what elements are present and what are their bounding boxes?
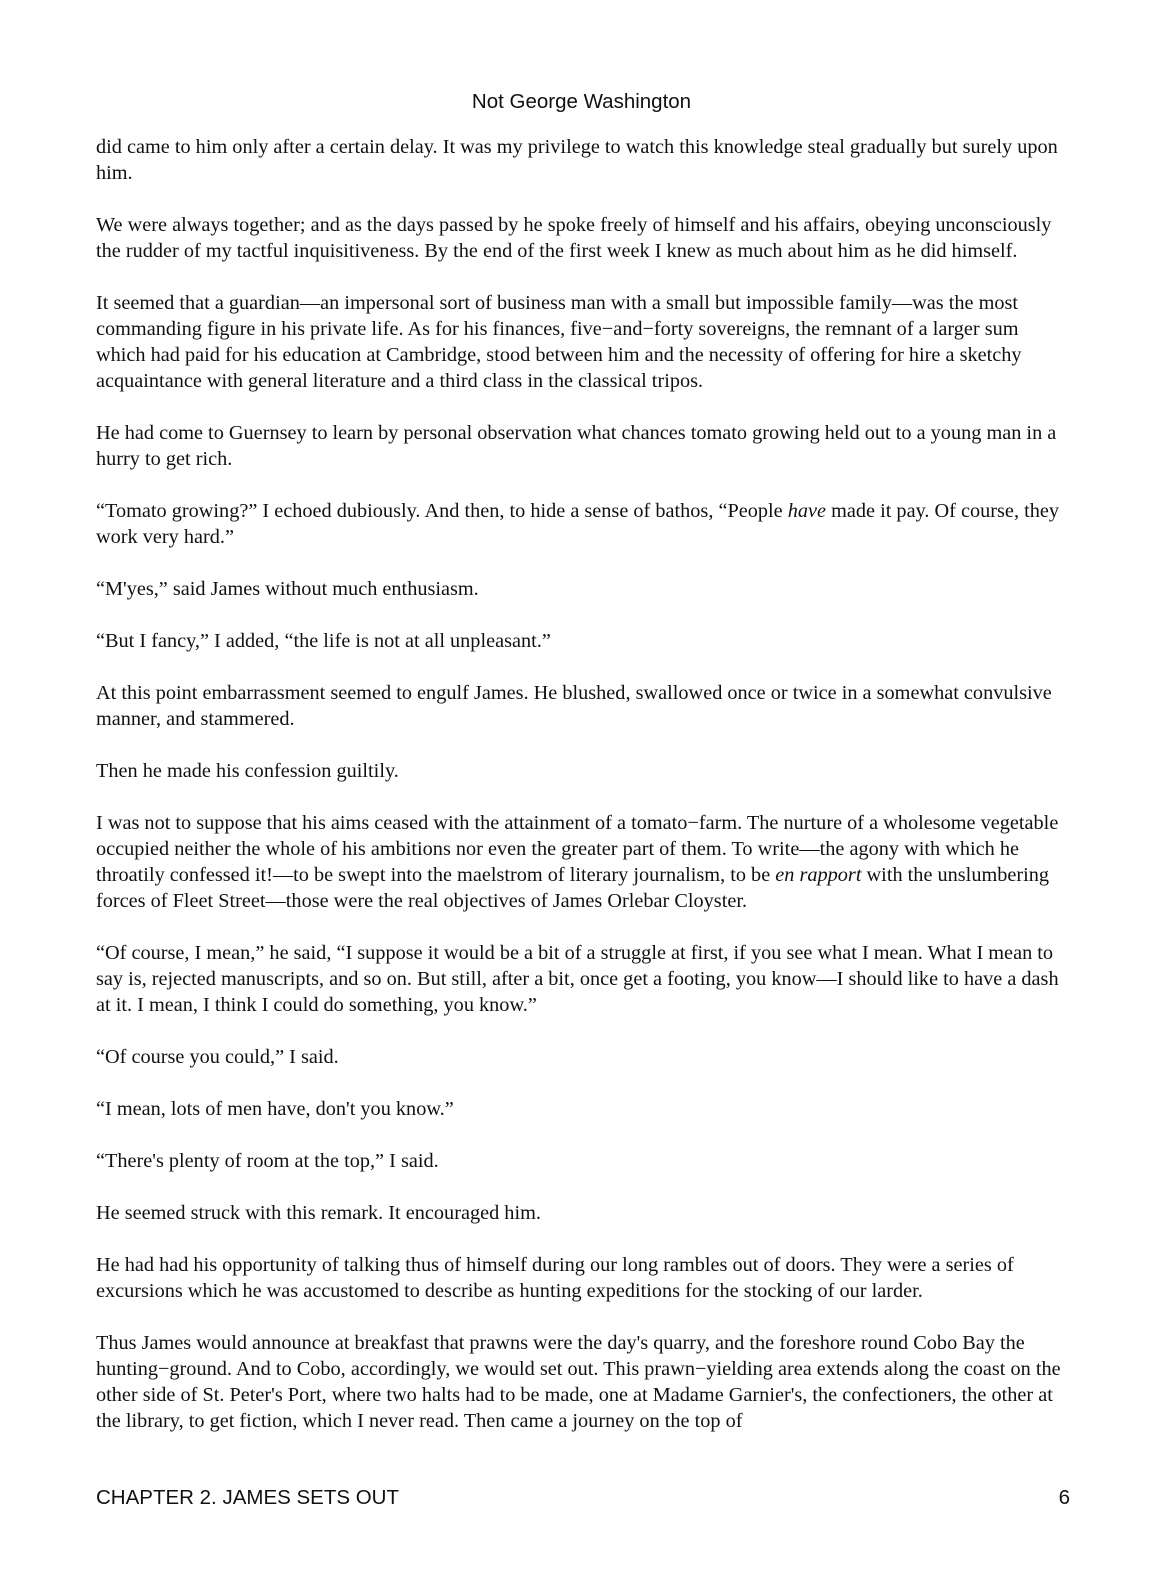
paragraph: At this point embarrassment seemed to engulf James. He blushed, swallowed once or twice in a somewhat convulsive manner, and stammered. [96,682,1052,730]
paragraph: He had come to Guernsey to learn by personal observation what chances tomato growing held out to a young man in a hurry to get rich. [96,422,1057,470]
page-number: 6 [1058,1486,1070,1509]
text-run: made it pay. Of course, they work very hard.” [96,500,1059,548]
paragraph: He seemed struck with this remark. It encouraged him. [96,1202,541,1224]
paragraph: “But I fancy,” I added, “the life is not at all unpleasant.” [96,630,551,652]
italic-text: en rapport [775,864,862,886]
paragraph: did came to him only after a certain delay. It was my privilege to watch this knowledge steal gradually but surely upon him. [96,136,1058,184]
italic-text: have [787,500,827,522]
paragraph: “I mean, lots of men have, don't you know.” [96,1098,454,1120]
page-footer [96,1486,1070,1510]
paragraph: “Of course you could,” I said. [96,1046,339,1068]
paragraph: “M'yes,” said James without much enthusiasm. [96,578,479,600]
paragraph: It seemed that a guardian—an impersonal sort of business man with a small but impossible family—was the most commanding figure in his private life. As for his finances, five−and−forty sovereigns, the remnant of a larger sum which had paid for his education at Cambridge, stood between him and the necessity of offering for hire a sketchy acquaintance with general literature and a third class in the classical tripos. [96,292,1022,392]
text-run: “Tomato growing?” I echoed dubiously. And then, to hide a sense of bathos, “People [96,500,788,522]
paragraph: Then he made his confession guiltily. [96,760,399,782]
text-run: I was not to suppose that his aims ceased with the attainment of a tomato−farm. The nurture of a wholesome vegetable occupied neither the whole of his ambitions nor even the greater part of them. To write—the agony with which he throatily confessed it!—to be swept into the maelstrom of literary journalism, to be [96,812,1059,886]
paragraph [96,498,1070,550]
text-run: with the unslumbering forces of Fleet Street—those were the real objectives of James Orlebar Cloyster. [96,864,1050,912]
paragraph: “There's plenty of room at the top,” I said. [96,1150,439,1172]
paragraph: Thus James would announce at breakfast that prawns were the day's quarry, and the foreshore round Cobo Bay the hunting−ground. And to Cobo, accordingly, we would set out. This prawn−yielding area extends along the coast on the other side of St. Peter's Port, where two halts had to be made, one at Madame Garnier's, the confectioners, the other at the library, to get fiction, which I never read. Then came a journey on the top of [96,1332,1061,1432]
running-head-title: Not George Washington [471,90,692,113]
body-text [96,134,1070,1434]
paragraph: We were always together; and as the days passed by he spoke freely of himself and his affairs, obeying unconsciously the rudder of my tactful inquisitiveness. By the end of the first week I knew as much about him as he did himself. [96,214,1052,262]
paragraph: He had had his opportunity of talking thus of himself during our long rambles out of doors. They were a series of excursions which he was accustomed to describe as hunting expeditions for the stocking of our larder. [96,1254,1014,1302]
paragraph: “Of course, I mean,” he said, “I suppose it would be a bit of a struggle at first, if you see what I mean. What I mean to say is, rejected manuscripts, and so on. But still, after a bit, once get a footing, you know—I should like to have a dash at it. I mean, I think I could do something, you know.” [96,942,1059,1016]
paragraph [96,810,1070,914]
footer-chapter-title: CHAPTER 2. JAMES SETS OUT [96,1486,399,1509]
